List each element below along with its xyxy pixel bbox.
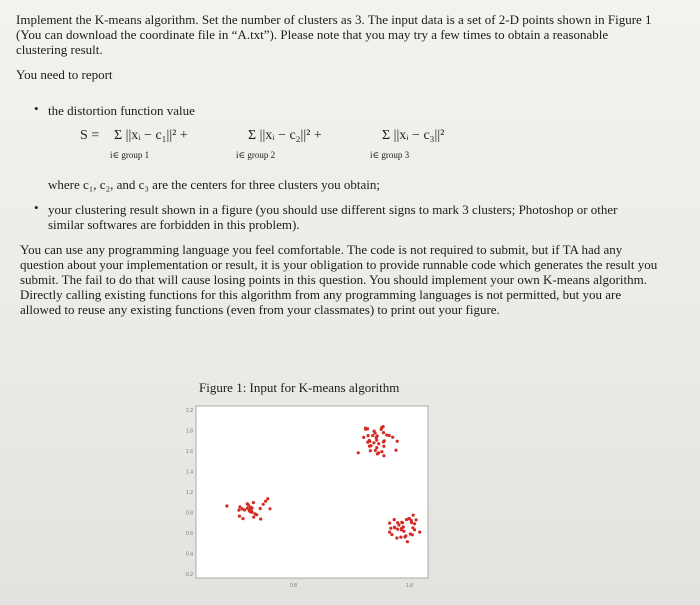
x-tick-label: 0.8	[289, 583, 297, 589]
data-point	[406, 540, 409, 543]
data-point	[237, 509, 240, 512]
y-tick-label: 1.2	[186, 490, 193, 496]
data-point	[404, 534, 407, 537]
data-point	[362, 436, 365, 439]
where-text: where c₁, c₂, and c₃ are the centers for three clusters you obtain;	[48, 177, 380, 192]
formula-lhs: S =	[80, 128, 100, 143]
data-point	[382, 431, 385, 434]
data-point	[374, 449, 377, 452]
scatter-plot	[176, 400, 436, 590]
distortion-formula	[80, 128, 540, 168]
data-point	[264, 500, 267, 503]
formula-term-1: Σ ||xᵢ − c₁||² +	[114, 128, 188, 143]
data-point	[241, 517, 244, 520]
data-point	[395, 536, 398, 539]
bullet-marker: •	[34, 101, 39, 116]
x-tick-label: 1.8	[405, 583, 413, 589]
data-point	[396, 440, 399, 443]
data-point	[405, 518, 408, 521]
data-point	[382, 445, 385, 448]
instructions-paragraph: You can use any programming language you feel comfortable. The code is not required to submit, but if TA had any question about your implementation or result, it is your obligation to provide runnable code which generates the result you submit. The fail to do that will cause losing points in this question. You should implement your own K-means algorithm. Directly calling existing functions for this algorithm from any programming languages is not permitted, but you are allowed to reuse any existing functions (even from your classmates) to print out your figure.	[20, 242, 658, 317]
data-point	[376, 452, 379, 455]
figure-caption: Figure 1: Input for K-means algorithm	[199, 380, 400, 395]
intro-text: Implement the K-means algorithm. Set the number of clusters as 3. The input data is a set of 2-D points shown in Figure 1 (You can download the coordinate file in “A.txt”). Please note that you may try a few times to obtain a reasonable clustering result.	[16, 12, 652, 57]
data-point	[375, 446, 378, 449]
y-tick-label: 2.2	[186, 408, 193, 414]
y-tick-label: 1.6	[186, 449, 193, 455]
data-point	[380, 450, 383, 453]
data-point	[238, 505, 241, 508]
data-point	[415, 518, 418, 521]
data-point	[246, 507, 249, 510]
data-point	[397, 523, 400, 526]
data-point	[368, 439, 371, 442]
data-point	[402, 525, 405, 528]
data-point	[394, 449, 397, 452]
data-point	[391, 436, 394, 439]
data-point	[388, 522, 391, 525]
data-point	[249, 506, 252, 509]
data-point	[259, 507, 262, 510]
data-point	[371, 434, 374, 437]
data-point	[393, 518, 396, 521]
data-point	[252, 516, 255, 519]
y-tick-label: 0.6	[186, 531, 193, 537]
data-point	[389, 527, 392, 530]
data-point	[388, 434, 391, 437]
data-point	[252, 501, 255, 504]
scatter-svg	[176, 400, 436, 590]
data-point	[408, 517, 411, 520]
y-tick-label: 0.2	[186, 572, 193, 578]
data-point	[373, 430, 376, 433]
data-point	[238, 515, 241, 518]
data-point	[266, 497, 269, 500]
data-point	[402, 530, 405, 533]
data-point	[418, 531, 421, 534]
data-point	[411, 526, 414, 529]
data-point	[368, 445, 371, 448]
data-point	[380, 428, 383, 431]
data-point	[412, 514, 415, 517]
data-point	[249, 510, 252, 513]
data-point	[372, 441, 375, 444]
formula-sub-1: i∈ group 1	[110, 150, 150, 160]
data-point	[259, 517, 262, 520]
data-point	[390, 533, 393, 536]
bullet-clustering-figure: your clustering result shown in a figure (you should use different signs to mark 3 clusters; Photoshop or other similar softwares are forbidden in this problem).	[48, 202, 618, 232]
data-point	[376, 434, 379, 437]
y-tick-label: 1.4	[186, 469, 193, 476]
y-tick-label: 1.8	[186, 428, 193, 435]
data-point	[268, 507, 271, 510]
y-tick-label: 0.8	[186, 510, 193, 517]
data-point	[399, 536, 402, 539]
data-point	[382, 454, 385, 457]
report-heading: You need to report	[16, 67, 113, 82]
data-point	[388, 531, 391, 534]
data-point	[357, 451, 360, 454]
data-point	[382, 440, 385, 443]
data-point	[396, 528, 399, 531]
data-point	[225, 504, 228, 507]
formula-sub-2: i∈ group 2	[236, 150, 276, 160]
data-point	[393, 526, 396, 529]
data-point	[377, 442, 380, 445]
bullet-marker: •	[34, 200, 39, 215]
data-point	[255, 513, 258, 516]
bullet-distortion: the distortion function value	[48, 103, 195, 118]
data-point	[364, 428, 367, 431]
formula-sub-3: i∈ group 3	[370, 150, 410, 160]
y-tick-label: 0.4	[186, 551, 193, 558]
data-point	[409, 532, 412, 535]
data-point	[247, 504, 250, 507]
data-point	[262, 503, 265, 506]
formula-term-3: Σ ||xᵢ − c₃||²	[382, 128, 445, 143]
data-point	[367, 434, 370, 437]
data-point	[401, 521, 404, 524]
formula-term-2: Σ ||xᵢ − c₂||² +	[248, 128, 322, 143]
data-point	[369, 449, 372, 452]
data-point	[375, 439, 378, 442]
plot-area	[196, 406, 428, 578]
data-point	[413, 522, 416, 525]
